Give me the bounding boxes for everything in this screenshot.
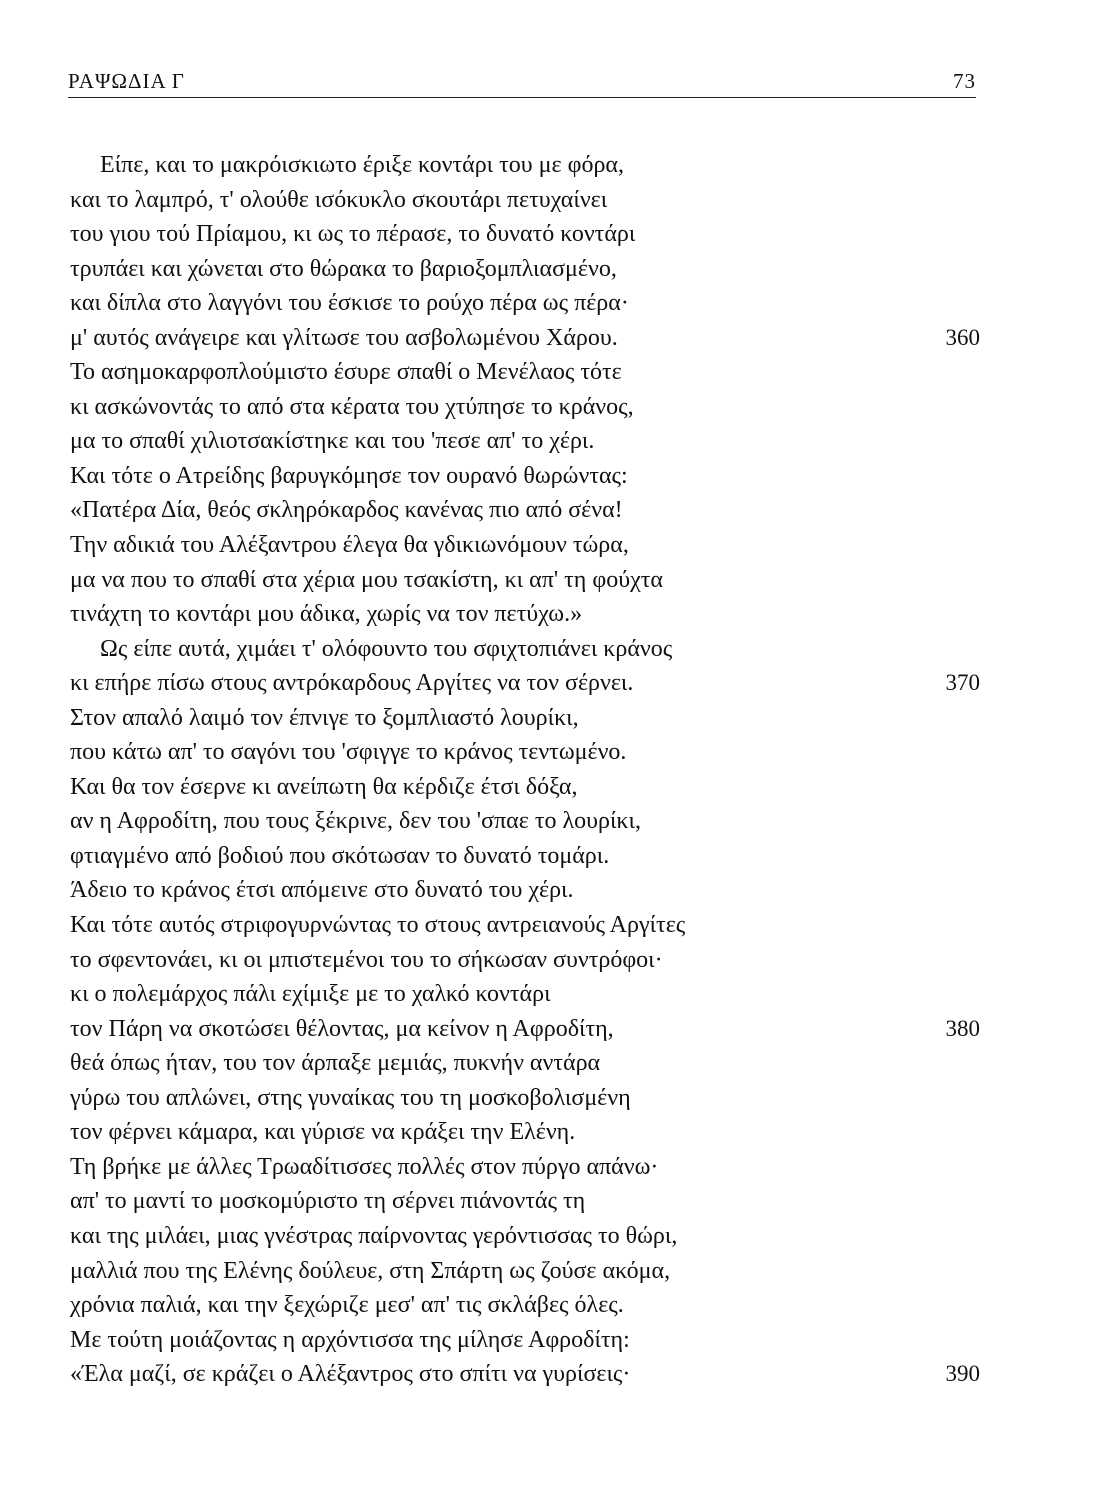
verse-line bbox=[70, 563, 980, 598]
verse-text: απ' το μαντί το μοσκομύριστο τη σέρνει πιάνοντάς τη bbox=[70, 1188, 586, 1215]
verse-text: τον Πάρη να σκοτώσει θέλοντας, μα κείνον η Αφροδίτη, bbox=[70, 1015, 614, 1042]
verse-line bbox=[70, 977, 980, 1012]
verse-line bbox=[70, 1012, 980, 1047]
verse-line bbox=[70, 148, 980, 183]
verse-line bbox=[70, 1357, 980, 1392]
verse-line bbox=[70, 1219, 980, 1254]
verse-text: αν η Αφροδίτη, που τους ξέκρινε, δεν του 'σπαε το λουρίκι, bbox=[70, 808, 641, 835]
verse-text: «Πατέρα Δία, θεός σκληρόκαρδος κανένας πιο από σένα! bbox=[70, 497, 623, 524]
verse-text: Άδειο το κράνος έτσι απόμεινε στο δυνατό του χέρι. bbox=[70, 877, 574, 904]
verse-line bbox=[70, 735, 980, 770]
running-header bbox=[68, 60, 976, 94]
verse-line bbox=[70, 1046, 980, 1081]
verse-line bbox=[70, 183, 980, 218]
verse-line bbox=[70, 321, 980, 356]
line-number: 380 bbox=[945, 1015, 980, 1041]
verse-line bbox=[70, 252, 980, 287]
verse-line bbox=[70, 1081, 980, 1116]
verse-line bbox=[70, 632, 980, 667]
verse-line bbox=[70, 1184, 980, 1219]
verse-line bbox=[70, 355, 980, 390]
line-number: 370 bbox=[945, 670, 980, 696]
verse-text: Και τότε αυτός στριφογυρνώντας το στους αντρειανούς Αργίτες bbox=[70, 912, 686, 939]
verse-line bbox=[70, 597, 980, 632]
verse-line bbox=[70, 701, 980, 736]
verse-text: Είπε, και το μακρόισκιωτο έριξε κοντάρι του με φόρα, bbox=[100, 152, 625, 178]
verse-text: και της μιλάει, μιας γνέστρας παίρνοντας γερόντισσας το θώρι, bbox=[70, 1222, 678, 1249]
verse-text: τον φέρνει κάμαρα, και γύρισε να κράξει την Ελένη. bbox=[70, 1119, 576, 1146]
verse-text: Και τότε ο Ατρείδης βαρυγκόμησε τον ουρανό θωρώντας: bbox=[70, 462, 628, 489]
verse-text: γύρω του απλώνει, στης γυναίκας του τη μοσκοβολισμένη bbox=[70, 1084, 631, 1111]
verse-line bbox=[70, 1323, 980, 1358]
page-number: 73 bbox=[953, 69, 976, 93]
verse-line bbox=[70, 286, 980, 321]
verse-text: Το ασημοκαρφοπλούμιστο έσυρε σπαθί ο Μενέλαος τότε bbox=[70, 359, 622, 386]
header-rule bbox=[68, 97, 976, 98]
verse-line bbox=[70, 943, 980, 978]
verse-text: μα το σπαθί χιλιοτσακίστηκε και του 'πεσε απ' το χέρι. bbox=[70, 428, 595, 455]
verse-text: τρυπάει και χώνεται στο θώρακα το βαριοξομπλιασμένο, bbox=[70, 255, 617, 282]
verse-text: μα να που το σπαθί στα χέρια μου τσακίστη, κι απ' τη φούχτα bbox=[70, 566, 663, 593]
verse-block bbox=[70, 148, 980, 1392]
verse-line bbox=[70, 217, 980, 252]
verse-text: του γιου τού Πρίαμου, κι ως το πέρασε, το δυνατό κοντάρι bbox=[70, 221, 636, 248]
verse-line bbox=[70, 390, 980, 425]
verse-line bbox=[70, 770, 980, 805]
verse-line bbox=[70, 1115, 980, 1150]
verse-line bbox=[70, 493, 980, 528]
verse-line bbox=[70, 839, 980, 874]
verse-text: Στον απαλό λαιμό τον έπνιγε το ξομπλιαστό λουρίκι, bbox=[70, 704, 579, 731]
verse-text: Την αδικιά του Αλέξαντρου έλεγα θα γδικιωνόμουν τώρα, bbox=[70, 532, 629, 559]
verse-line bbox=[70, 1254, 980, 1289]
verse-text: το σφεντονάει, κι οι μπιστεμένοι του το σήκωσαν συντρόφοι· bbox=[70, 946, 663, 973]
verse-line bbox=[70, 666, 980, 701]
verse-text: Και θα τον έσερνε κι ανείπωτη θα κέρδιζε έτσι δόξα, bbox=[70, 773, 578, 800]
verse-text: χρόνια παλιά, και την ξεχώριζε μεσ' απ' τις σκλάβες όλες. bbox=[70, 1292, 624, 1319]
verse-text: τινάχτη το κοντάρι μου άδικα, χωρίς να τον πετύχω.» bbox=[70, 601, 583, 628]
verse-line bbox=[70, 804, 980, 839]
verse-text: που κάτω απ' το σαγόνι του 'σφιγγε το κράνος τεντωμένο. bbox=[70, 739, 627, 766]
verse-text: Με τούτη μοιάζοντας η αρχόντισσα της μίλησε Αφροδίτη: bbox=[70, 1326, 630, 1353]
verse-text: κι ασκώνοντάς το από στα κέρατα του χτύπησε το κράνος, bbox=[70, 393, 634, 420]
verse-text: Τη βρήκε με άλλες Τρωαδίτισσες πολλές στον πύργο απάνω· bbox=[70, 1153, 659, 1180]
verse-text: κι επήρε πίσω στους αντρόκαρδους Αργίτες να τον σέρνει. bbox=[70, 670, 634, 697]
verse-line bbox=[70, 528, 980, 563]
verse-text: θεά όπως ήταν, του τον άρπαξε μεμιάς, πυκνήν αντάρα bbox=[70, 1050, 601, 1077]
verse-text: και δίπλα στο λαγγόνι του έσκισε το ρούχο πέρα ως πέρα· bbox=[70, 290, 629, 317]
verse-text: μ' αυτός ανάγειρε και γλίτωσε του ασβολωμένου Χάρου. bbox=[70, 324, 618, 351]
verse-line bbox=[70, 873, 980, 908]
verse-line bbox=[70, 1288, 980, 1323]
verse-text: κι ο πολεμάρχος πάλι εχίμιξε με το χαλκό κοντάρι bbox=[70, 981, 551, 1008]
verse-text: και το λαμπρό, τ' ολούθε ισόκυκλο σκουτάρι πετυχαίνει bbox=[70, 186, 608, 213]
section-title: ΡΑΨΩΔΙΑ Γ bbox=[68, 69, 185, 93]
verse-text: Ως είπε αυτά, χιμάει τ' ολόφουντο του σφιχτοπιάνει κράνος bbox=[100, 635, 673, 662]
verse-line bbox=[70, 1150, 980, 1185]
verse-text: μαλλιά που της Ελένης δούλευε, στη Σπάρτη ως ζούσε ακόμα, bbox=[70, 1257, 671, 1284]
line-number: 360 bbox=[945, 324, 980, 350]
verse-line bbox=[70, 908, 980, 943]
verse-text: «Έλα μαζί, σε κράζει ο Αλέξαντρος στο σπίτι να γυρίσεις· bbox=[70, 1361, 631, 1388]
line-number: 390 bbox=[945, 1361, 980, 1387]
verse-line bbox=[70, 424, 980, 459]
verse-line bbox=[70, 459, 980, 494]
verse-text: φτιαγμένο από βοδιού που σκότωσαν το δυνατό τομάρι. bbox=[70, 842, 610, 869]
